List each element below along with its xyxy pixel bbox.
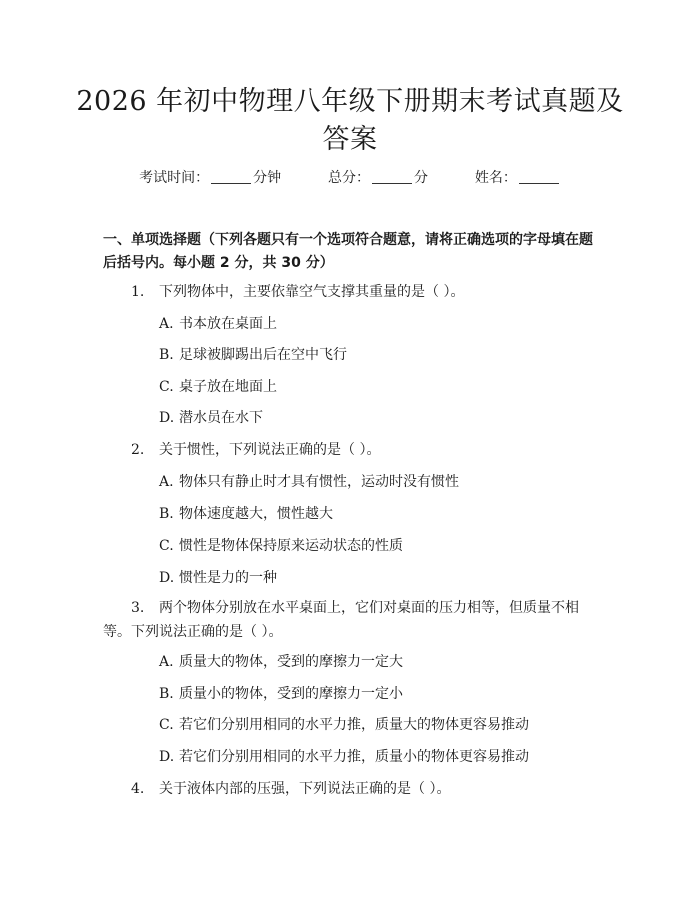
- question-1: [131, 280, 464, 304]
- option-3c: [159, 713, 529, 737]
- option-letter: D.: [159, 410, 175, 426]
- option-letter: D.: [159, 749, 175, 765]
- option-text: 若它们分别用相同的水平力推，质量大的物体更容易推动: [179, 717, 529, 733]
- question-text: 两个物体分别放在水平桌面上，它们对桌面的压力相等，但质量不相等。下列说法正确的是（ ）。: [103, 600, 579, 640]
- section-heading: [103, 229, 603, 275]
- score-blank: [372, 169, 412, 184]
- option-3d: [159, 745, 529, 769]
- question-4: [131, 777, 450, 801]
- option-1c: [159, 375, 277, 399]
- exam-info-row: [0, 167, 700, 187]
- name-blank: [519, 169, 559, 184]
- question-number: 4.: [131, 781, 145, 797]
- section-heading-line2: 后括号内。每小题 2 分，共 30 分）: [103, 255, 334, 271]
- option-text: 足球被脚踢出后在空中飞行: [179, 347, 347, 363]
- option-letter: B.: [159, 506, 174, 522]
- option-1a: [159, 312, 277, 336]
- time-unit: 分钟: [253, 170, 282, 186]
- option-1d: [159, 406, 263, 430]
- option-text: 惯性是物体保持原来运动状态的性质: [179, 538, 403, 554]
- option-1b: [159, 343, 347, 367]
- question-number: 1.: [131, 284, 145, 300]
- option-2d: [159, 566, 277, 590]
- option-letter: B.: [159, 347, 174, 363]
- option-letter: D.: [159, 570, 175, 586]
- question-text: 关于液体内部的压强，下列说法正确的是（ ）。: [159, 781, 451, 797]
- option-text: 物体速度越大，惯性越大: [179, 506, 333, 522]
- name-label: 姓名：: [474, 170, 517, 186]
- option-text: 质量大的物体，受到的摩擦力一定大: [179, 654, 403, 670]
- question-text: 关于惯性，下列说法正确的是（ ）。: [159, 442, 381, 458]
- option-2b: [159, 502, 333, 526]
- option-3a: [159, 650, 403, 674]
- option-text: 若它们分别用相同的水平力推，质量小的物体更容易推动: [179, 749, 529, 765]
- question-number: 3.: [131, 600, 145, 616]
- exam-title-line1: 2026 年初中物理八年级下册期末考试真题及: [76, 86, 624, 117]
- score-unit: 分: [414, 170, 428, 186]
- option-letter: A.: [159, 654, 174, 670]
- option-text: 书本放在桌面上: [179, 316, 277, 332]
- question-2: [131, 438, 380, 462]
- option-letter: C.: [159, 717, 174, 733]
- option-text: 桌子放在地面上: [179, 379, 277, 395]
- option-text: 物体只有静止时才具有惯性，运动时没有惯性: [179, 474, 459, 490]
- option-letter: C.: [159, 379, 174, 395]
- option-2a: [159, 470, 459, 494]
- option-letter: B.: [159, 686, 174, 702]
- option-3b: [159, 682, 403, 706]
- option-text: 潜水员在水下: [179, 410, 263, 426]
- score-label: 总分：: [328, 170, 370, 186]
- exam-title-line2: 答案: [322, 124, 378, 155]
- section-heading-line1: 一、单项选择题（下列各题只有一个选项符合题意，请将正确选项的字母填在题: [103, 232, 593, 248]
- time-label: 考试时间：: [139, 170, 210, 186]
- option-text: 惯性是力的一种: [179, 570, 277, 586]
- question-text: 下列物体中，主要依靠空气支撑其重量的是（ ）。: [159, 284, 465, 300]
- option-letter: C.: [159, 538, 174, 554]
- option-2c: [159, 534, 403, 558]
- option-letter: A.: [159, 316, 174, 332]
- option-text: 质量小的物体，受到的摩擦力一定小: [179, 686, 403, 702]
- question-3: [103, 596, 603, 644]
- option-letter: A.: [159, 474, 174, 490]
- time-blank: [211, 169, 251, 184]
- question-number: 2.: [131, 442, 145, 458]
